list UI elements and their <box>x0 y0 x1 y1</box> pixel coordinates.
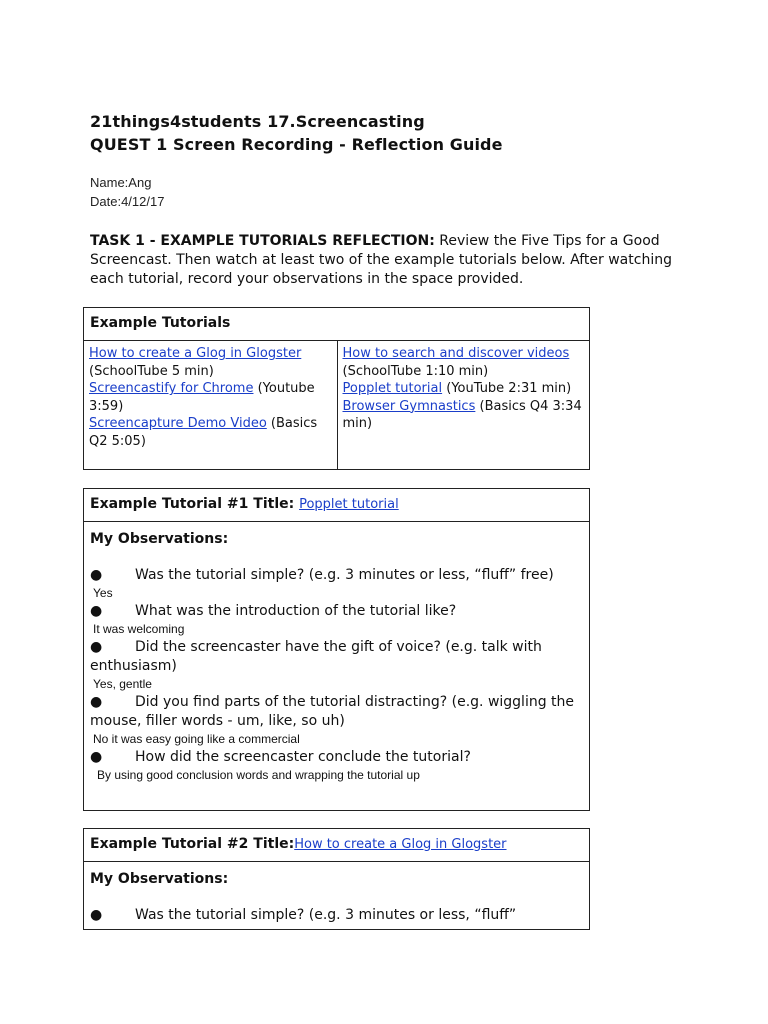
tutorial-detail: (Basics Q2 5:05) <box>89 416 318 449</box>
bullet-icon: ● <box>90 749 103 765</box>
tutorial-2-observations <box>84 870 589 925</box>
tutorial-1-title-label: Example Tutorial #1 Title: <box>90 496 300 512</box>
tutorial-link-screencapture[interactable]: Screencapture Demo Video <box>89 416 267 431</box>
example-tutorials-table <box>83 307 590 470</box>
tutorial-item <box>343 380 585 398</box>
observation-item <box>90 602 583 638</box>
tutorial-2-title-label: Example Tutorial #2 Title: <box>90 836 295 852</box>
tutorial-link-popplet[interactable]: Popplet tutorial <box>342 381 443 396</box>
observation-answer[interactable]: It was welcoming <box>93 622 185 636</box>
tutorial-link-glogster[interactable]: How to create a Glog in Glogster <box>89 346 302 361</box>
observations-heading: My Observations: <box>90 871 229 887</box>
tutorial-link-screencastify[interactable]: Screencastify for Chrome <box>89 381 254 396</box>
observation-question: Was the tutorial simple? (e.g. 3 minutes or less, “fluff” free) <box>135 567 554 583</box>
observations-heading: My Observations: <box>90 531 229 547</box>
bullet-icon: ● <box>90 603 103 619</box>
observation-answer[interactable]: Yes <box>93 586 113 600</box>
task-label: TASK 1 - EXAMPLE TUTORIALS REFLECTION: <box>90 233 435 249</box>
tutorial-detail: (Youtube 3:59) <box>89 381 315 414</box>
tutorial-item <box>343 398 585 433</box>
observation-item <box>90 748 583 784</box>
observation-answer[interactable]: No it was easy going like a commercial <box>93 732 300 746</box>
tutorials-right-column <box>337 341 590 469</box>
tutorial-detail: (SchoolTube 5 min) <box>89 363 214 379</box>
observation-item <box>90 638 583 693</box>
tutorial-item <box>89 415 332 450</box>
observation-question: Was the tutorial simple? (e.g. 3 minutes or less, “fluff” <box>135 907 517 923</box>
tutorials-left-column <box>84 341 337 469</box>
observation-item <box>90 906 583 925</box>
tutorial-1-title-row <box>84 489 589 522</box>
observation-answer[interactable]: Yes, gentle <box>93 677 152 691</box>
observation-question: How did the screencaster conclude the tutorial? <box>135 749 471 765</box>
bullet-icon: ● <box>90 694 103 710</box>
student-name: Name:Ang <box>90 175 152 190</box>
tutorial-detail: (YouTube 2:31 min) <box>442 381 572 396</box>
tutorial-1-observations <box>84 530 589 784</box>
bullet-icon: ● <box>90 907 103 923</box>
tutorial-detail: (Basics Q4 3:34 min) <box>342 398 582 431</box>
tutorial-link-browser-gymnastics[interactable]: Browser Gymnastics <box>342 398 476 414</box>
task-instructions <box>90 232 690 289</box>
observation-question: What was the introduction of the tutorial like? <box>135 603 457 619</box>
observation-item <box>90 566 583 602</box>
observation-question: Did you find parts of the tutorial distracting? (e.g. wiggling the mouse, filler words - um, like, so uh) <box>90 694 575 729</box>
tutorial-1-section <box>83 488 590 811</box>
tutorial-1-title-link[interactable]: Popplet tutorial <box>299 497 399 512</box>
tutorial-link-search-videos[interactable]: How to search and discover videos <box>342 346 570 361</box>
tutorial-detail: (SchoolTube 1:10 min) <box>342 363 489 379</box>
document-subtitle: QUEST 1 Screen Recording - Reflection Guide <box>90 135 503 154</box>
bullet-icon: ● <box>90 567 103 583</box>
date-field: Date:4/12/17 <box>90 194 165 209</box>
tutorial-item <box>89 380 332 415</box>
observation-item <box>90 693 583 748</box>
tutorial-item <box>89 345 332 380</box>
observation-question: Did the screencaster have the gift of voice? (e.g. talk with enthusiasm) <box>90 639 542 674</box>
tutorial-2-title-row <box>84 829 589 862</box>
tutorial-2-title-link[interactable]: How to create a Glog in Glogster <box>294 837 507 852</box>
tutorial-item <box>343 345 585 380</box>
task-text: Review the Five Tips for a Good Screencast. Then watch at least two of the example tutorials below. After watching each tutorial, record your observations in the space provided. <box>90 233 672 287</box>
table-header: Example Tutorials <box>84 308 589 341</box>
observation-answer[interactable]: By using good conclusion words and wrapping the tutorial up <box>97 768 420 782</box>
document-title: 21things4students 17.Screencasting <box>90 112 425 131</box>
tutorial-2-section <box>83 828 590 930</box>
bullet-icon: ● <box>90 639 103 655</box>
